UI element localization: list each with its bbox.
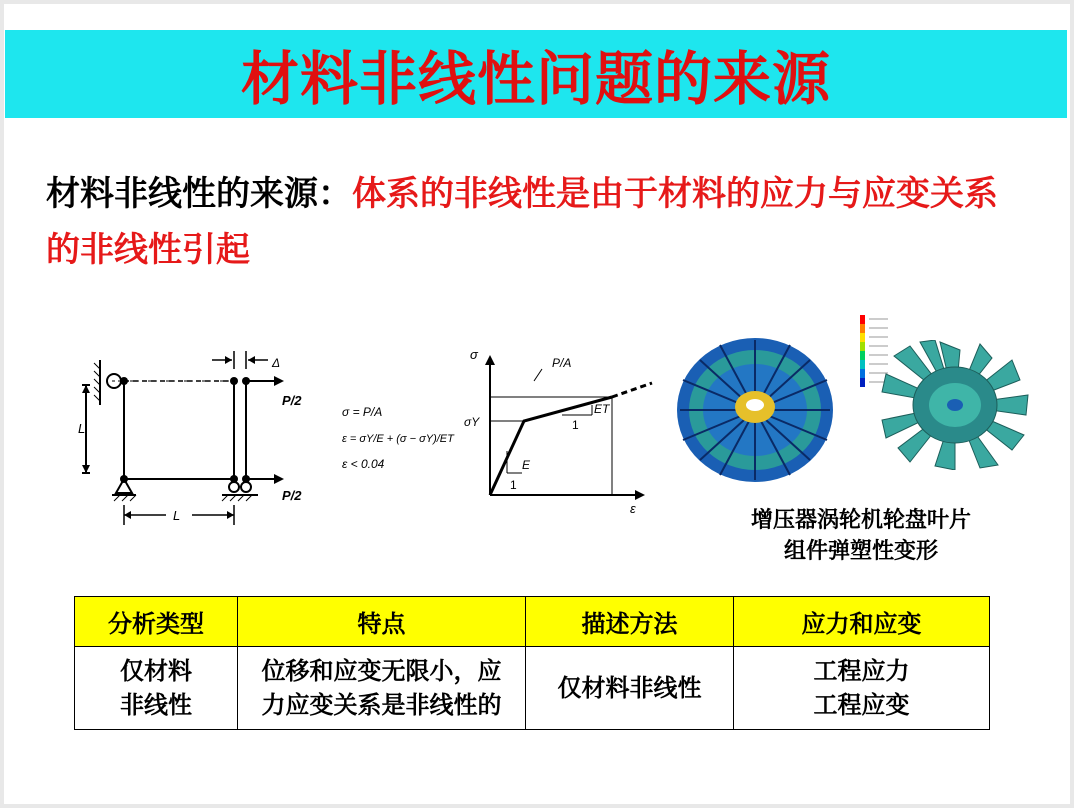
equation-3: ε < 0.04 [342, 457, 385, 471]
header-feature: 特点 [238, 597, 526, 647]
cell-type-line-1: 仅材料 [120, 657, 192, 685]
slope-et-label: ET [594, 402, 610, 416]
caption-line-1: 增压器涡轮机轮盘叶片 [750, 508, 971, 533]
intro-lead: 材料非线性的来源： [46, 174, 352, 214]
slope-unit-b: 1 [572, 418, 579, 432]
cell-stress-line-2: 工程应变 [813, 691, 910, 719]
turbine-disk-image [675, 335, 835, 485]
load-bottom-label: P/2 [282, 488, 302, 503]
equation-1: σ = P/A [342, 405, 383, 419]
turbine-blades-image [880, 340, 1030, 470]
load-top-label: P/2 [282, 393, 302, 408]
frame-diagram [72, 345, 312, 535]
cell-type [75, 647, 238, 730]
yield-label: σY [464, 415, 480, 429]
x-axis-label: ε [630, 501, 636, 515]
cell-stress-line-1: 工程应力 [813, 657, 910, 685]
analysis-table [74, 596, 990, 730]
intro-body: 体系的非线性是由于材料的应力与应变关系的非线性引起 [46, 174, 998, 270]
cell-stress [734, 647, 990, 730]
slope-unit-a: 1 [510, 478, 517, 492]
table-header-row [75, 597, 990, 647]
slide-title: 材料非线性问题的来源 [240, 45, 831, 113]
title-bar [5, 30, 1067, 118]
intro-text [46, 166, 1026, 278]
header-type: 分析类型 [75, 597, 238, 647]
cell-type-line-2: 非线性 [120, 691, 192, 719]
height-label: L [78, 421, 86, 436]
cell-feature-line-1: 位移和应变无限小，应 [261, 657, 502, 685]
cell-method: 仅材料非线性 [526, 647, 734, 730]
caption-line-2: 组件弹塑性变形 [783, 539, 938, 564]
equation-2: ε = σY/E + (σ − σY)/ET [342, 433, 454, 445]
cell-feature [238, 647, 526, 730]
pa-label: P/A [552, 356, 572, 370]
width-label: L [173, 508, 181, 523]
y-axis-label: σ [470, 347, 478, 362]
header-method: 描述方法 [526, 597, 734, 647]
equations [340, 400, 455, 475]
cell-feature-line-2: 力应变关系是非线性的 [261, 691, 502, 719]
slope-e-label: E [522, 458, 531, 472]
delta-label: Δ [272, 356, 281, 370]
stress-strain-chart [462, 345, 667, 515]
table-row [75, 647, 990, 730]
header-stress: 应力和应变 [734, 597, 990, 647]
figure-caption [716, 505, 1006, 567]
